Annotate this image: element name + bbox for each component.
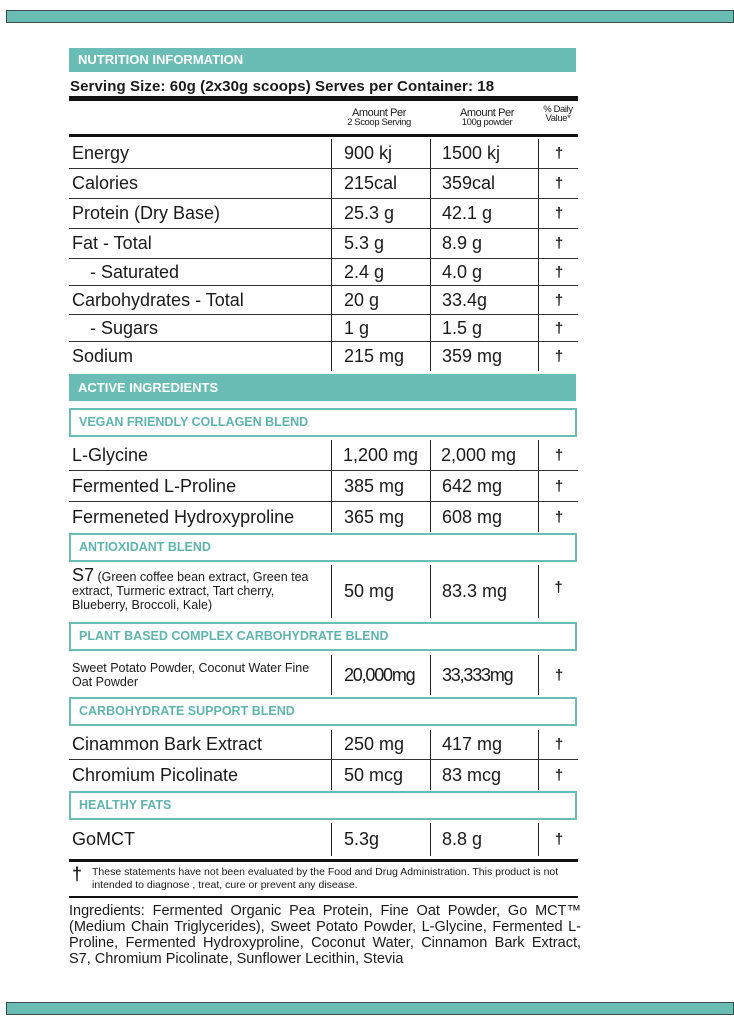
- row-label: Sweet Potato Powder, Coconut Water Fine Oat Powder: [72, 661, 310, 689]
- thick-rule: [69, 859, 578, 862]
- bottom-decorative-band: [6, 1002, 734, 1015]
- row-label: - Sugars: [90, 317, 159, 338]
- row-serving-value: 2.4 g: [331, 259, 430, 285]
- plant-based-row: [69, 655, 578, 695]
- row-label: Fat - Total: [72, 233, 152, 253]
- nutrition-information-header: NUTRITION INFORMATION: [69, 48, 576, 72]
- carbohydrate-support-header: CARBOHYDRATE SUPPORT BLEND: [69, 697, 577, 726]
- row-label: Sodium: [72, 346, 134, 366]
- thick-rule: [69, 96, 578, 101]
- plant-based-blend-header: PLANT BASED COMPLEX CARBOHYDRATE BLEND: [69, 622, 577, 651]
- dagger-icon: †: [538, 169, 579, 198]
- row-label: Fermented L-Proline: [72, 475, 237, 496]
- antioxidant-row-s7: [69, 565, 578, 618]
- carb-support-row-chromium: [69, 760, 578, 790]
- ingredients-list: Ingredients: Fermented Organic Pea Protein, Fine Oat Powder, Go MCT™ (Medium Chain Triglycerides), Sweet Potato Powder, L-Glycine, Fermented L-Proline, Fermented Hydroxyproline, Coconut Water, Cinnamon Bark Extract, S7, Chromium Picolinate, Sunflower Lecithin, Stevia: [69, 903, 581, 967]
- row-100g-value: 8.8 g: [430, 823, 538, 856]
- dagger-icon: †: [538, 440, 579, 470]
- dagger-icon: †: [538, 565, 578, 618]
- serving-size-line: Serving Size: 60g (2x30g scoops) Serves per Container: 18: [70, 78, 495, 95]
- dagger-icon: †: [538, 760, 579, 790]
- nutrition-row-sodium: [69, 342, 578, 371]
- nutrition-row-protein: [69, 199, 578, 229]
- row-100g-value: 608 mg: [430, 502, 538, 532]
- row-serving-value: 20 g: [331, 286, 430, 314]
- row-label: Protein (Dry Base): [72, 203, 221, 223]
- row-100g-value: 359 mg: [430, 342, 538, 371]
- dagger-icon: †: [538, 199, 579, 228]
- dagger-icon: †: [538, 229, 579, 258]
- dagger-icon: †: [538, 730, 579, 759]
- s7-ingredients: (Green coffee bean extract, Green tea extract, Turmeric extract, Tart cherry, Blueberry, Broccoli, Kale): [72, 570, 309, 612]
- row-serving-value: 1 g: [331, 315, 430, 341]
- antioxidant-blend-header: ANTIOXIDANT BLEND: [69, 533, 577, 562]
- row-100g-value: 417 mg: [430, 730, 538, 759]
- nutrition-row-calories: [69, 169, 578, 199]
- rule: [69, 896, 578, 898]
- dagger-icon: †: [538, 342, 579, 371]
- col-header-per-100g-line1: Amount Per: [459, 107, 515, 119]
- row-label: GoMCT: [72, 829, 135, 849]
- active-ingredients-header: ACTIVE INGREDIENTS: [69, 374, 576, 401]
- row-100g-value: 42.1 g: [430, 199, 538, 228]
- row-serving-value: 5.3g: [331, 823, 430, 856]
- dagger-icon: †: [538, 286, 579, 314]
- row-serving-value: 50 mg: [331, 565, 430, 618]
- row-label: Fermeneted Hydroxyproline: [72, 506, 295, 527]
- row-100g-value: 359cal: [430, 169, 538, 198]
- nutrition-row-carbohydrates: [69, 286, 578, 315]
- row-label: Carbohydrates - Total: [72, 289, 244, 310]
- row-label: Chromium Picolinate: [72, 764, 239, 785]
- dagger-icon: †: [538, 259, 579, 285]
- row-label: - Saturated: [90, 261, 180, 282]
- row-100g-value: 83 mcg: [430, 760, 538, 790]
- row-100g-value: 642 mg: [430, 471, 538, 501]
- collagen-row-fermented-l-proline: [69, 471, 578, 502]
- collagen-blend-header: VEGAN FRIENDLY COLLAGEN BLEND: [69, 408, 577, 437]
- collagen-row-hydroxyproline: [69, 502, 578, 532]
- row-serving-value: 385 mg: [331, 471, 430, 501]
- row-label: Energy: [72, 143, 130, 163]
- row-serving-value: 365 mg: [331, 502, 430, 532]
- dagger-icon: †: [538, 471, 579, 501]
- row-serving-value: 900 kj: [331, 139, 430, 168]
- col-header-per-100g-line2: 100g powder: [461, 117, 513, 128]
- row-serving-value: 215cal: [331, 169, 430, 198]
- row-serving-value: 215 mg: [331, 342, 430, 371]
- row-label: Cinammon Bark Extract: [72, 734, 263, 754]
- nutrition-row-sugars: [69, 315, 578, 342]
- nutrition-row-fat-total: [69, 229, 578, 259]
- row-serving-value: 50 mcg: [331, 760, 430, 790]
- row-100g-value: 33.4g: [430, 286, 538, 314]
- collagen-row-l-glycine: [69, 440, 578, 471]
- row-label: L-Glycine: [72, 444, 149, 465]
- top-decorative-band: [6, 10, 734, 23]
- thick-rule: [69, 134, 578, 137]
- row-serving-value: 5.3 g: [331, 229, 430, 258]
- row-100g-value: 33,333mg: [430, 655, 538, 695]
- row-serving-value: 250 mg: [331, 730, 430, 759]
- row-100g-value: 83.3 mg: [430, 565, 538, 618]
- healthy-fats-row-gomct: [69, 823, 578, 856]
- row-100g-value: 1500 kj: [430, 139, 538, 168]
- row-100g-value: 1.5 g: [430, 315, 538, 341]
- col-header-daily-line2: Value*: [545, 113, 571, 124]
- dagger-icon: †: [538, 823, 579, 856]
- col-header-daily-line1: % Daily: [543, 104, 573, 115]
- dagger-icon: †: [538, 139, 579, 168]
- row-100g-value: 4.0 g: [430, 259, 538, 285]
- row-100g-value: 2,000 mg: [430, 440, 538, 470]
- col-header-per-serving-line2: 2 Scoop Serving: [347, 117, 411, 128]
- row-label: [72, 565, 330, 618]
- s7-label-block: [72, 565, 330, 612]
- dagger-icon: †: [72, 864, 83, 884]
- nutrition-row-energy: [69, 139, 578, 169]
- row-serving-value: 1,200 mg: [331, 440, 430, 470]
- row-label: Calories: [72, 173, 139, 193]
- nutrition-row-saturated: [69, 259, 578, 286]
- col-header-per-100g: [447, 109, 527, 127]
- col-header-daily-value: [538, 105, 578, 123]
- col-header-per-serving: [338, 109, 420, 127]
- carb-support-row-cinnamon: [69, 730, 578, 760]
- dagger-icon: †: [538, 655, 579, 695]
- col-header-per-serving-line1: Amount Per: [351, 107, 407, 119]
- disclaimer-text: These statements have not been evaluated by the Food and Drug Administration. This product is not intended to diagnose , treat, cure or prevent any disease.: [92, 866, 559, 891]
- row-serving-value: 25.3 g: [331, 199, 430, 228]
- row-100g-value: 8.9 g: [430, 229, 538, 258]
- dagger-icon: †: [538, 502, 579, 532]
- healthy-fats-header: HEALTHY FATS: [69, 791, 577, 820]
- dagger-icon: †: [538, 315, 579, 341]
- row-serving-value: 20,000mg: [331, 655, 430, 695]
- s7-name: S7: [72, 565, 95, 585]
